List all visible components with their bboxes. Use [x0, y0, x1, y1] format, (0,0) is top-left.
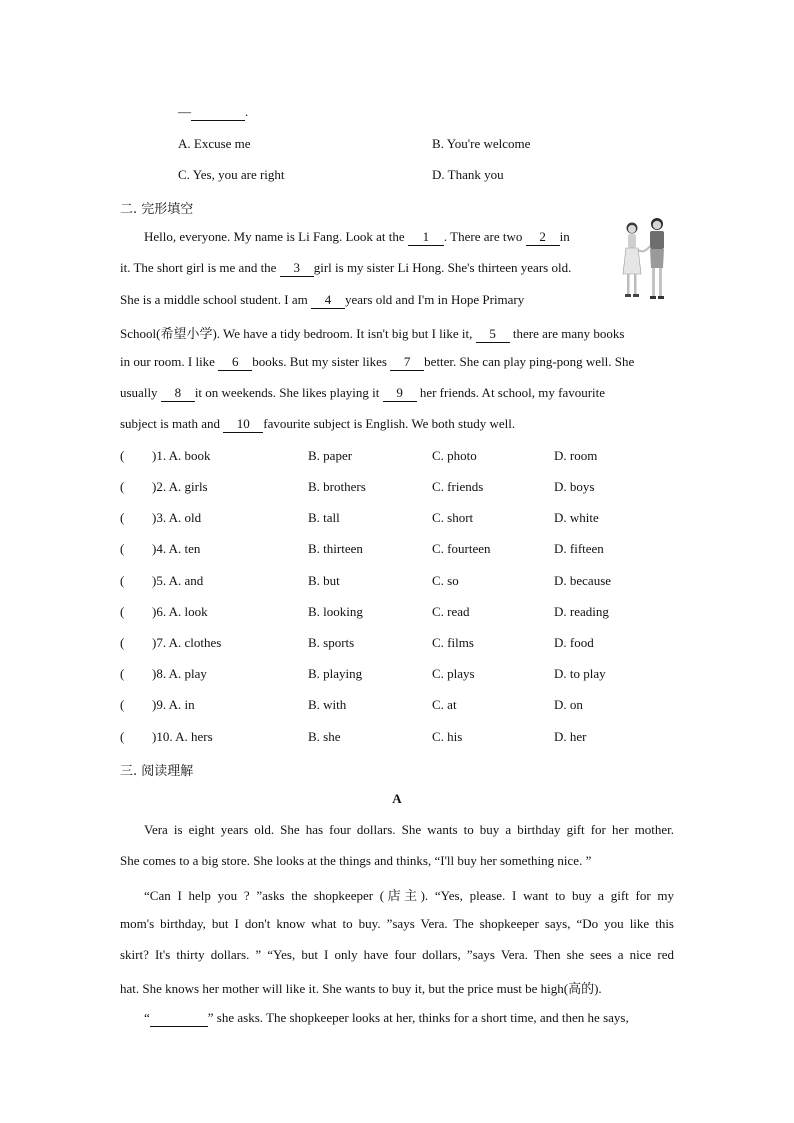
- question-row-4: [120, 541, 680, 559]
- text: girl is my sister Li Hong. She's thirteen years old.: [313, 260, 572, 275]
- answer-blank[interactable]: [191, 104, 245, 121]
- blank-10[interactable]: 10: [223, 416, 263, 433]
- question-row-8: [120, 666, 680, 684]
- blank-4[interactable]: 4: [311, 292, 345, 309]
- question-row-10: [120, 729, 680, 747]
- question-option-d: D. fifteen: [554, 541, 604, 556]
- question-option-b: B. she: [308, 729, 341, 744]
- question-option-d: D. room: [554, 448, 598, 463]
- question-option-b: B. thirteen: [308, 541, 363, 556]
- question-option-d: D. on: [554, 697, 583, 712]
- question-option-b: B. paper: [308, 448, 353, 463]
- question-option-a: )3. A. old: [152, 510, 202, 525]
- blank-3[interactable]: 3: [280, 260, 314, 277]
- answer-paren[interactable]: (: [120, 697, 125, 712]
- question-row-2: [120, 479, 680, 497]
- question-option-a: )1. A. book: [152, 448, 211, 463]
- question-option-c: C. photo: [432, 448, 477, 463]
- option-d: D. Thank you: [432, 167, 504, 182]
- text: it. The short girl is me and the: [120, 260, 280, 275]
- text: favourite subject is English. We both study well.: [263, 416, 516, 431]
- blank-8[interactable]: 8: [161, 385, 195, 402]
- question-option-c: C. read: [432, 604, 470, 619]
- question-option-b: B. tall: [308, 510, 340, 525]
- question-option-d: D. white: [554, 510, 599, 525]
- question-option-a: )10. A. hers: [152, 729, 213, 744]
- question-option-a: )6. A. look: [152, 604, 208, 619]
- question-option-b: B. looking: [308, 604, 363, 619]
- text: in our room. I like: [120, 354, 219, 369]
- question-option-a: )7. A. clothes: [152, 635, 222, 650]
- option-c: C. Yes, you are right: [178, 167, 285, 182]
- section-heading-reading: 三. 阅读理解: [120, 764, 194, 779]
- question-option-a: )4. A. ten: [152, 541, 201, 556]
- question-option-a: )2. A. girls: [152, 479, 208, 494]
- answer-paren[interactable]: (: [120, 448, 125, 463]
- question-option-d: D. her: [554, 729, 587, 744]
- answer-paren[interactable]: (: [120, 604, 125, 619]
- passage-line-5: [120, 354, 674, 371]
- open-quote: “: [144, 1010, 150, 1025]
- reading-line: Vera is eight years old. She has four dollars. She wants to buy a birthday gift for her mother.: [144, 822, 674, 837]
- question-option-b: B. brothers: [308, 479, 366, 494]
- passage-line-2: [120, 260, 606, 277]
- text: . There are two: [443, 229, 526, 244]
- question-option-c: C. films: [432, 635, 474, 650]
- question-option-c: C. at: [432, 697, 457, 712]
- text: Hello, everyone. My name is Li Fang. Look at the: [144, 229, 408, 244]
- text: years old and I'm in Hope Primary: [345, 292, 525, 307]
- text: there are many books: [509, 326, 625, 341]
- answer-paren[interactable]: (: [120, 541, 125, 556]
- question-option-d: D. boys: [554, 479, 595, 494]
- option-b: B. You're welcome: [432, 136, 531, 151]
- two-girls-image: [616, 216, 676, 304]
- question-option-d: D. reading: [554, 604, 609, 619]
- question-row-9: [120, 697, 680, 715]
- question-option-b: B. with: [308, 697, 347, 712]
- text: in: [559, 229, 570, 244]
- question-option-d: D. to play: [554, 666, 606, 681]
- question-option-d: D. because: [554, 573, 612, 588]
- answer-paren[interactable]: (: [120, 479, 125, 494]
- reading-line: mom's birthday, but I don't know what to buy. ”says Vera. The shopkeeper says, “Do you like this: [120, 916, 674, 931]
- question-option-d: D. food: [554, 635, 594, 650]
- text: books. But my sister likes: [252, 354, 391, 369]
- blank-7[interactable]: 7: [390, 354, 424, 371]
- text: subject is math and: [120, 416, 224, 431]
- question-option-a: )9. A. in: [152, 697, 195, 712]
- passage-line-7: [120, 416, 674, 433]
- answer-paren[interactable]: (: [120, 729, 125, 744]
- dash: —: [178, 104, 191, 119]
- question-option-a: )5. A. and: [152, 573, 204, 588]
- answer-paren[interactable]: (: [120, 635, 125, 650]
- question-row-5: [120, 573, 680, 591]
- reading-answer-blank[interactable]: [150, 1010, 208, 1027]
- blank-6[interactable]: 6: [218, 354, 252, 371]
- passage-line-1: [120, 229, 606, 246]
- blank-2[interactable]: 2: [526, 229, 560, 246]
- text: usually: [120, 385, 161, 400]
- section-heading-cloze: 二. 完形填空: [120, 202, 194, 217]
- text: ” she asks. The shopkeeper looks at her, thinks for a short time, and then he says,: [207, 1010, 629, 1025]
- question-row-3: [120, 510, 680, 528]
- blank-9[interactable]: 9: [383, 385, 417, 402]
- question-option-c: C. his: [432, 729, 463, 744]
- question-option-c: C. short: [432, 510, 474, 525]
- reading-line: skirt? It's thirty dollars. ” “Yes, but I only have four dollars, ”says Vera. Then she sees a nice red: [120, 947, 674, 962]
- question-option-b: B. sports: [308, 635, 355, 650]
- blank-5[interactable]: 5: [476, 326, 510, 343]
- passage-line-6: [120, 385, 674, 402]
- reading-line: She comes to a big store. She looks at the things and thinks, “I'll buy her something nice. ”: [120, 853, 592, 868]
- blank-1[interactable]: 1: [408, 229, 444, 246]
- question-option-c: C. friends: [432, 479, 484, 494]
- text: School(希望小学). We have a tidy bedroom. It isn't big but I like it,: [120, 326, 476, 341]
- prev-question-stem: — .: [178, 104, 249, 119]
- passage-line-3: [120, 292, 606, 309]
- question-option-b: B. but: [308, 573, 340, 588]
- reading-line: [120, 1010, 674, 1027]
- passage-title: A: [392, 791, 402, 806]
- answer-paren[interactable]: (: [120, 573, 125, 588]
- question-row-7: [120, 635, 680, 653]
- text: better. She can play ping-pong well. She: [424, 354, 635, 369]
- answer-paren[interactable]: (: [120, 510, 125, 525]
- question-option-c: C. plays: [432, 666, 475, 681]
- reading-line: hat. She knows her mother will like it. She wants to buy it, but the price must be high(高的).: [120, 981, 602, 996]
- question-row-1: [120, 448, 680, 466]
- text: it on weekends. She likes playing it: [194, 385, 383, 400]
- reading-line: “Can I help you ? ”asks the shopkeeper (店主). “Yes, please. I want to buy a gift for my: [144, 888, 674, 903]
- text: She is a middle school student. I am: [120, 292, 312, 307]
- question-option-b: B. playing: [308, 666, 363, 681]
- passage-line-4: [120, 323, 674, 343]
- question-option-c: C. so: [432, 573, 459, 588]
- answer-paren[interactable]: (: [120, 666, 125, 681]
- question-option-a: )8. A. play: [152, 666, 207, 681]
- question-row-6: [120, 604, 680, 622]
- question-option-c: C. fourteen: [432, 541, 491, 556]
- option-a: A. Excuse me: [178, 136, 251, 151]
- text: her friends. At school, my favourite: [416, 385, 606, 400]
